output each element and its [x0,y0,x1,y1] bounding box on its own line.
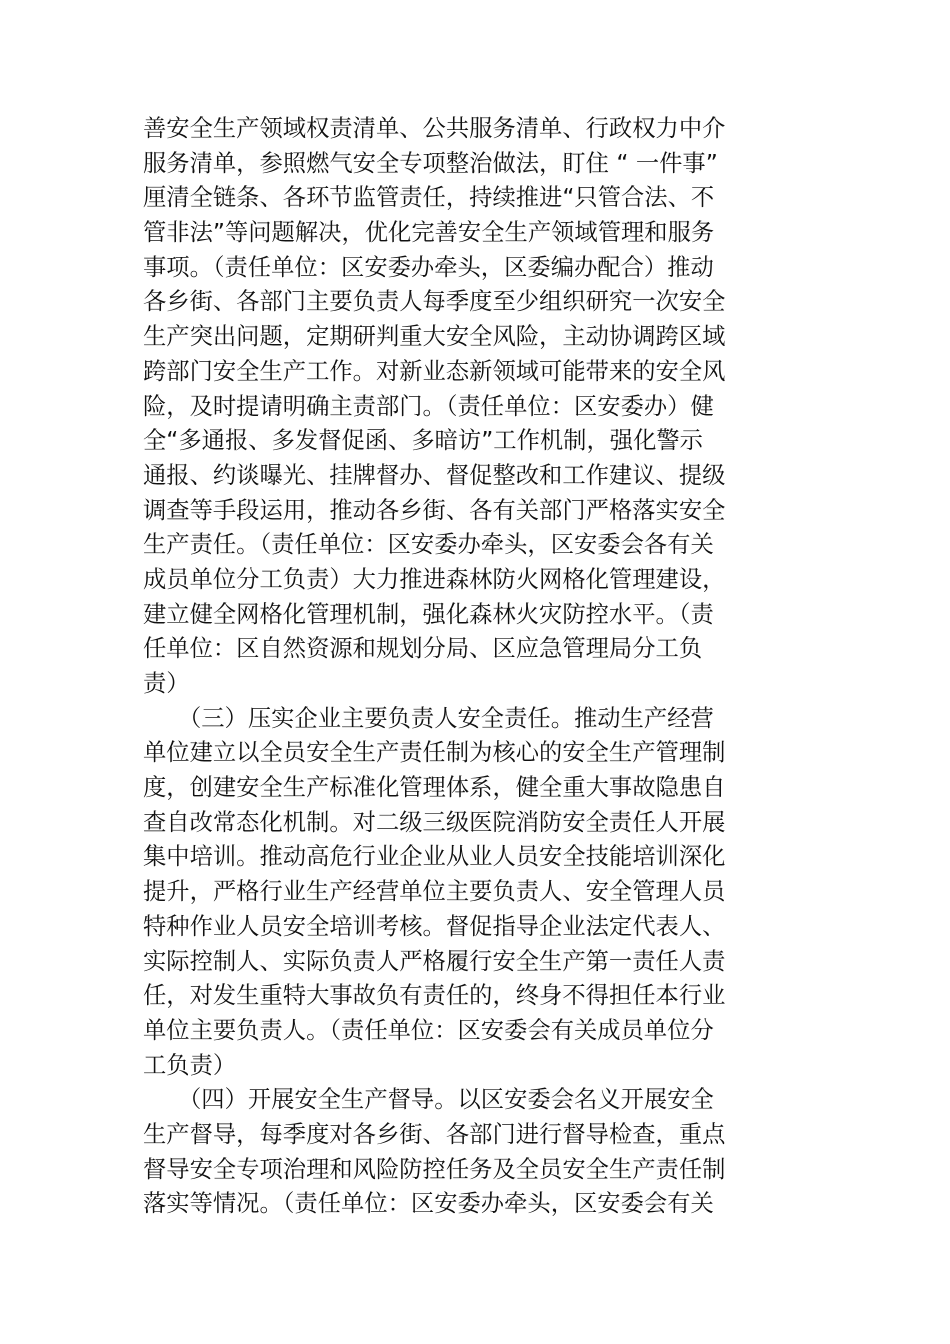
text-line: 集中培训。推动高危行业企业从业人员安全技能培训深化 [143,843,726,871]
text-line: 度，创建安全生产标准化管理体系，健全重大事故隐患自 [143,774,726,802]
text-line: 单位建立以全员安全生产责任制为核心的安全生产管理制 [143,739,726,767]
text-line: 工负责） [143,1051,237,1079]
section-heading-line: （三）压实企业主要负责人安全责任。推动生产经营 [143,704,714,732]
text-line: 服务清单，参照燃气安全专项整治做法，盯住 “ 一件事” [143,149,718,177]
text-line: 生产突出问题，定期研判重大安全风险，主动协调跨区域 [143,323,726,351]
text-line: 跨部门安全生产工作。对新业态新领域可能带来的安全风 [143,357,726,385]
text-line: 通报、约谈曝光、挂牌督办、督促整改和工作建议、提级 [143,461,726,489]
text-line: 生产督导，每季度对各乡街、各部门进行督导检查，重点 [143,1120,726,1148]
text-line: 督导安全专项治理和风险防控任务及全员安全生产责任制 [143,1155,726,1183]
text-line: 调查等手段运用，推动各乡街、各有关部门严格落实安全 [143,496,726,524]
text-line: 单位主要负责人。（责任单位：区安委会有关成员单位分 [143,1016,714,1044]
text-line: 事项。（责任单位：区安委办牵头，区委编办配合）推动 [143,253,714,281]
text-line: 建立健全网格化管理机制，强化森林火灾防控水平。（责 [143,600,714,628]
document-page [143,112,811,1222]
text-line: 实际控制人、实际负责人严格履行安全生产第一责任人责 [143,947,726,975]
text-line: 责） [143,670,190,697]
text-line: 善安全生产领域权责清单、公共服务清单、行政权力中介 [143,115,726,142]
text-line: 任，对发生重特大事故负有责任的，终身不得担任本行业 [143,982,726,1010]
text-line: 任单位：区自然资源和规划分局、区应急管理局分工负 [143,635,703,663]
text-line: 各乡街、各部门主要负责人每季度至少组织研究一次安全 [143,288,726,316]
text-line: 查自改常态化机制。对二级三级医院消防安全责任人开展 [143,808,726,836]
section-heading-line: （四）开展安全生产督导。以区安委会名义开展安全 [143,1086,714,1114]
text-line: 险，及时提请明确主责部门。（责任单位：区安委办）健 [143,392,714,420]
text-line: 成员单位分工负责）大力推进森林防火网格化管理建设， [143,565,726,593]
text-line: 厘清全链条、各环节监管责任，持续推进“只管合法、不 [143,184,715,212]
text-line: 全“多通报、多发督促函、多暗访”工作机制，强化警示 [143,427,703,455]
text-line: 提升，严格行业生产经营单位主要负责人、安全管理人员 [143,878,726,906]
text-line: 特种作业人员安全培训考核。督促指导企业法定代表人、 [143,912,726,940]
text-line: 生产责任。（责任单位：区安委办牵头，区安委会各有关 [143,531,714,559]
text-line: 管非法”等问题解决，优化完善安全生产领域管理和服务 [143,219,715,247]
text-line: 落实等情况。（责任单位：区安委办牵头，区安委会有关 [143,1190,714,1218]
